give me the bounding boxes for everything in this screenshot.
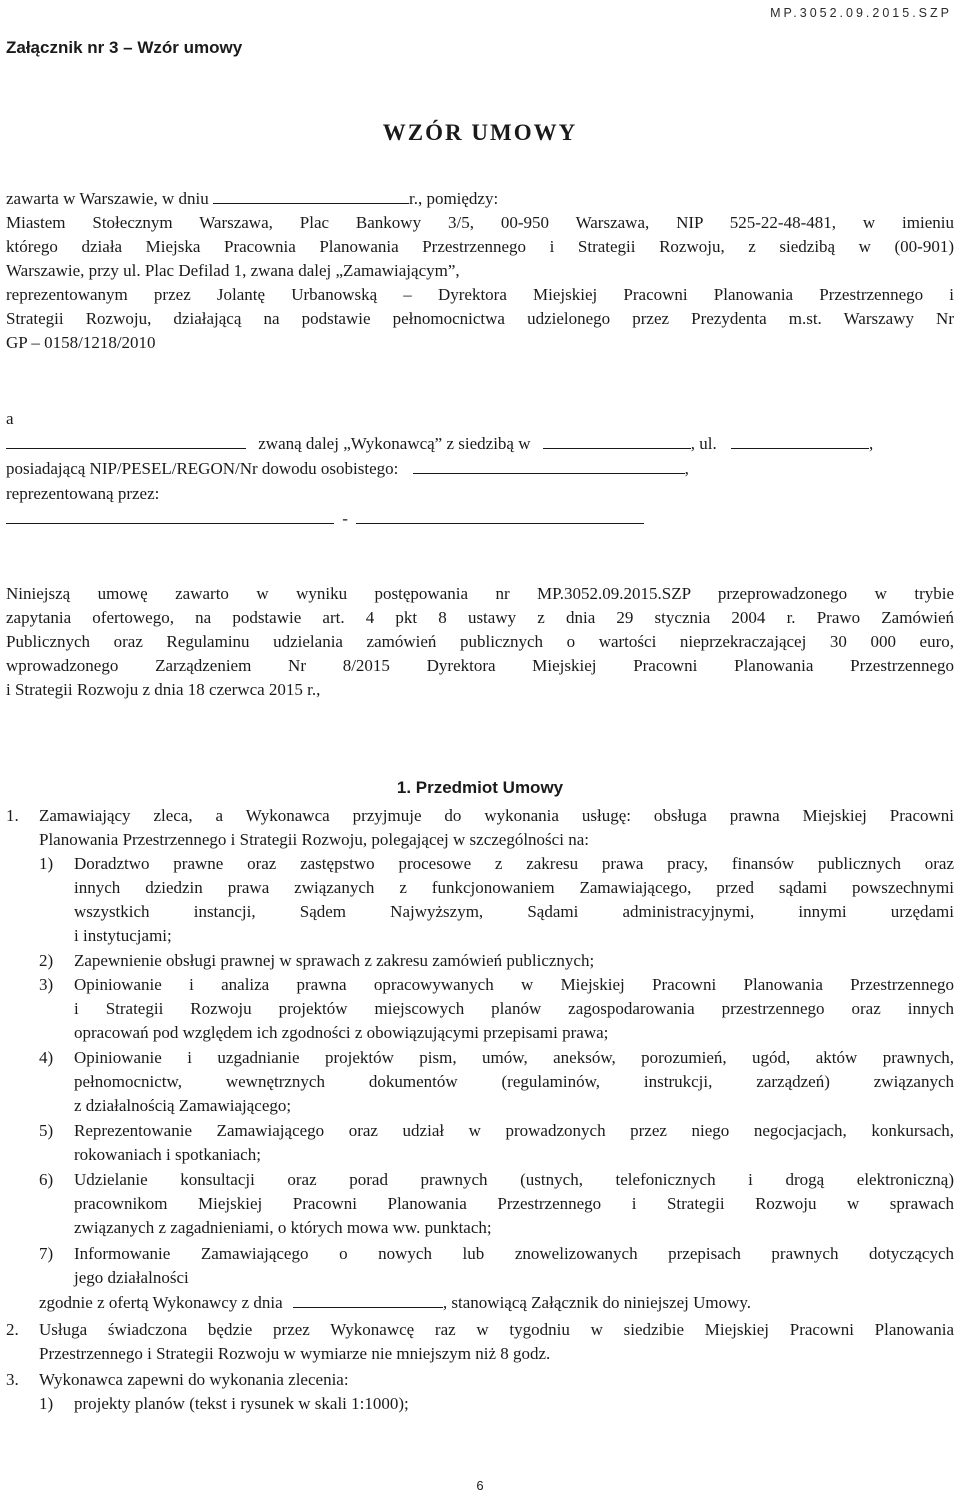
intro-line: którego działa Miejska Pracownia Planowania Przestrzennego i Strategii Rozwoju, z siedzibą w (00-901) <box>6 237 954 256</box>
paragraph-number: 2. <box>6 1320 19 1339</box>
contractor-text: , <box>868 434 874 453</box>
page-title: WZÓR UMOWY <box>382 120 578 145</box>
item-line: jego działalności <box>74 1268 189 1287</box>
item-line: Udzielanie konsultacji oraz porad prawnych (ustnych, telefonicznych i drogą elektroniczną) <box>74 1170 954 1189</box>
item-line: wszystkich instancji, Sądem Najwyższym, Sądami administracyjnymi, innymi urzędami <box>74 902 954 921</box>
paragraph-number: 1. <box>6 806 19 825</box>
offer-text: , stanowiącą Załącznik do niniejszej Umowy. <box>442 1293 752 1312</box>
contractor-represented: reprezentowaną przez: <box>6 484 160 503</box>
intro-line: reprezentowanym przez Jolantę Urbanowską – Dyrektora Miejskiej Pracowni Planowania Przestrzennego i <box>6 285 954 304</box>
basis-line: i Strategii Rozwoju z dnia 18 czerwca 2015 r., <box>6 680 321 699</box>
paragraph-line: Wykonawca zapewni do wykonania zlecenia: <box>39 1370 349 1389</box>
basis-line: wprowadzonego Zarządzeniem Nr 8/2015 Dyrektora Miejskiej Pracowni Planowania Przestrzennego <box>6 656 954 675</box>
street-blank <box>731 432 869 449</box>
item-line: z działalnością Zamawiającego; <box>74 1096 292 1115</box>
intro-line: Warszawie, przy ul. Plac Defilad 1, zwana dalej „Zamawiającym”, <box>6 261 460 280</box>
item-line: Zapewnienie obsługi prawnej w sprawach z zakresu zamówień publicznych; <box>74 951 595 970</box>
document-reference: MP.3052.09.2015.SZP <box>770 6 952 20</box>
annex-title: Załącznik nr 3 – Wzór umowy <box>6 38 243 57</box>
item-line: rokowaniach i spotkaniach; <box>74 1145 261 1164</box>
intro-line: Strategii Rozwoju, działającą na podstawie pełnomocnictwa udzielonego przez Prezydenta m.st. Warszawy Nr <box>6 309 954 328</box>
basis-line: Publicznych oraz Regulaminu udzielania zamówień publicznych o wartości nieprzekraczającej 30 000 euro, <box>6 632 954 651</box>
paragraph-line: Planowania Przestrzennego i Strategii Rozwoju, polegającej w szczególności na: <box>39 830 589 849</box>
item-number: 6) <box>39 1170 54 1189</box>
item-number: 5) <box>39 1121 54 1140</box>
item-number: 7) <box>39 1244 54 1263</box>
paragraph-line: Zamawiający zleca, a Wykonawca przyjmuje do wykonania usługę: obsługa prawna Miejskiej Pracowni <box>39 806 954 825</box>
paragraph-number: 3. <box>6 1370 19 1389</box>
offer-date-blank <box>293 1291 443 1308</box>
item-number: 2) <box>39 951 54 970</box>
item-line: pracownikom Miejskiej Pracowni Planowania Przestrzennego i Strategii Rozwoju w sprawach <box>74 1194 954 1213</box>
intro-line: Miastem Stołecznym Warszawa, Plac Bankowy 3/5, 00-950 Warszawa, NIP 525-22-48-481, w imieniu <box>6 213 954 232</box>
item-line: Opiniowanie i analiza prawna opracowywanych w Miejskiej Pracowni Planowania Przestrzennego <box>74 975 954 994</box>
contractor-line <box>6 457 689 481</box>
representative-blank <box>356 507 644 524</box>
intro-line: GP – 0158/1218/2010 <box>6 333 156 352</box>
contractor-line <box>6 507 644 531</box>
contractor-text: , <box>684 459 689 478</box>
item-line: i Strategii Rozwoju projektów miejscowych planów zagospodarowania przestrzennego oraz innych <box>74 999 954 1018</box>
date-blank <box>213 187 409 204</box>
item-line: pełnomocnictw, wewnętrznych dokumentów (regulaminów, instrukcji, zarządzeń) związanych <box>74 1072 954 1091</box>
item-line: Informowanie Zamawiającego o nowych lub znowelizowanych przepisach prawnych dotyczących <box>74 1244 954 1263</box>
intro-line <box>6 187 498 211</box>
item-line: Doradztwo prawne oraz zastępstwo procesowe z zakresu prawa pracy, finansów publicznych oraz <box>74 854 954 873</box>
contractor-text: , ul. <box>690 434 717 453</box>
item-line: i instytucjami; <box>74 926 172 945</box>
page-number: 6 <box>476 1478 484 1493</box>
contractor-text: - <box>342 509 348 528</box>
item-line: projekty planów (tekst i rysunek w skali 1:1000); <box>74 1394 409 1413</box>
contractor-line <box>6 432 873 456</box>
contractor-name-blank <box>6 432 246 449</box>
item-number: 3) <box>39 975 54 994</box>
item-number: 1) <box>39 1394 54 1413</box>
representative-blank <box>6 507 334 524</box>
contractor-text: zwaną dalej „Wykonawcą” z siedzibą w <box>258 434 531 453</box>
offer-text: zgodnie z ofertą Wykonawcy z dnia <box>39 1293 283 1312</box>
intro-text: r., pomiędzy: <box>408 189 499 208</box>
nip-blank <box>413 457 685 474</box>
item-line: Reprezentowanie Zamawiającego oraz udział w prowadzonych przez niego negocjacjach, konkursach, <box>74 1121 954 1140</box>
basis-line: zapytania ofertowego, na podstawie art. 4 pkt 8 ustawy z dnia 29 stycznia 2004 r. Prawo Zamówień <box>6 608 954 627</box>
basis-line: Niniejszą umowę zawarto w wyniku postępowania nr MP.3052.09.2015.SZP przeprowadzonego w trybie <box>6 584 954 603</box>
contractor-text: posiadającą NIP/PESEL/REGON/Nr dowodu osobistego: <box>6 459 399 478</box>
item-line: Opiniowanie i uzgadnianie projektów pism, umów, aneksów, porozumień, ugód, aktów prawnych, <box>74 1048 954 1067</box>
city-blank <box>543 432 691 449</box>
item-number: 4) <box>39 1048 54 1067</box>
paragraph-line: Usługa świadczona będzie przez Wykonawcę raz w tygodniu w siedzibie Miejskiej Pracowni Planowania <box>39 1320 954 1339</box>
item-line: opracowań pod względem ich zgodności z obowiązującymi przepisami prawa; <box>74 1023 609 1042</box>
contractor-a: a <box>6 409 14 428</box>
item-line: związanych z zagadnieniami, o których mowa ww. punktach; <box>74 1218 492 1237</box>
item-line: innych dziedzin prawa związanych z funkcjonowaniem Zamawiającego, przed sądami powszechnymi <box>74 878 954 897</box>
item-number: 1) <box>39 854 54 873</box>
offer-line <box>39 1291 751 1315</box>
section-heading: 1. Przedmiot Umowy <box>396 778 564 797</box>
paragraph-line: Przestrzennego i Strategii Rozwoju w wymiarze nie mniejszym niż 8 godz. <box>39 1344 551 1363</box>
intro-text: zawarta w Warszawie, w dniu <box>6 189 209 208</box>
